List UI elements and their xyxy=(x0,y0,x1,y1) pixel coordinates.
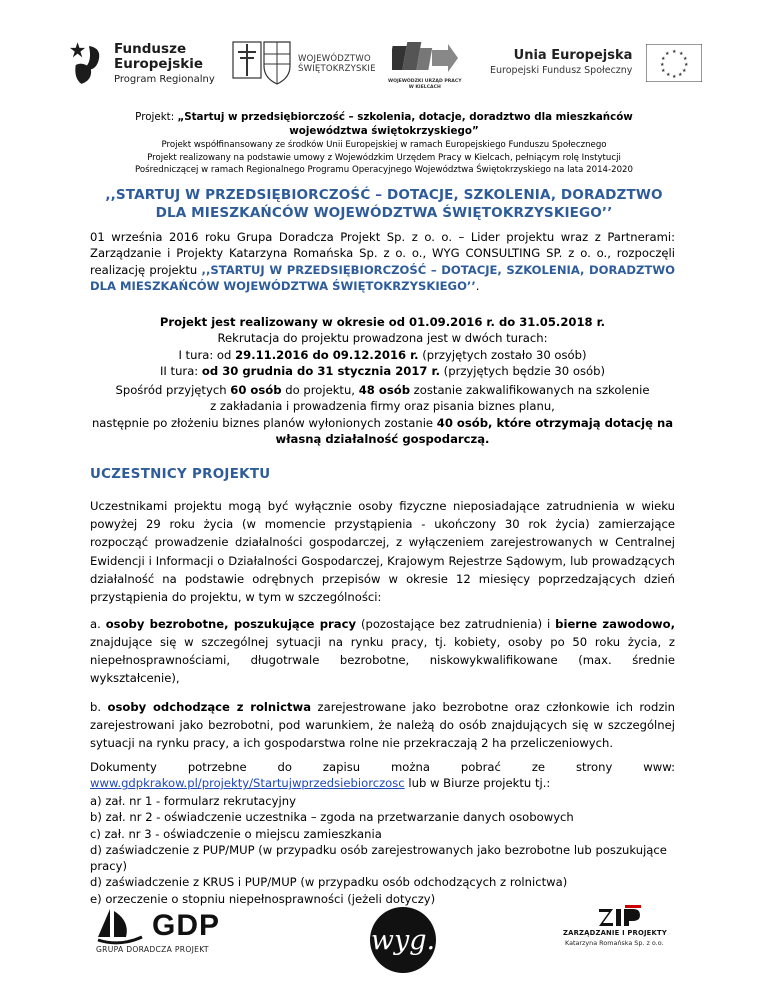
gdp-name: GDP xyxy=(152,909,221,942)
project-subtitle xyxy=(0,139,768,177)
wup-line2: W KIELCACH xyxy=(408,84,441,90)
wyg-logo: wyg. xyxy=(370,907,436,973)
tura1-note: (przyjętych zostało 30 osób) xyxy=(418,347,587,362)
sailboat-icon xyxy=(96,907,146,945)
ue-sub: Europejski Fundusz Społeczny xyxy=(490,65,633,76)
sw-line2: ŚWIĘTOKRZYSKIE xyxy=(298,64,376,74)
documents-intro-text: Dokumenty potrzebne do zapisu można pobrać ze strony www: xyxy=(90,760,675,774)
svg-text:★: ★ xyxy=(672,49,677,55)
zip-mark-icon xyxy=(599,905,641,927)
intro-end: . xyxy=(475,279,480,294)
project-title-line1: „Startuj w przedsiębiorczość – szkolenia, dotacje, doradztwo dla mieszkańców xyxy=(177,111,633,123)
document-item: c) zał. nr 3 - oświadczenie o miejscu zamieszkania xyxy=(90,826,382,841)
zip-line2: Katarzyna Romańska Sp. z o.o. xyxy=(565,939,664,947)
document-item: a) zał. nr 1 - formularz rekrutacyjny xyxy=(90,794,296,808)
intro-text: 01 września 2016 roku Grupa Doradcza Projekt Sp. z o. o. – Lider projektu wraz z Partnerami: Zarządzanie i Projekty Katarzyna Romańska Sp. z o. o., WYG CONSULTING SP. z o. o., rozpoczęli realizację projektu xyxy=(90,230,675,277)
documents-link[interactable]: www.gdpkrakow.pl/projekty/Startujwprzedsiebiorczosc xyxy=(90,776,405,791)
headline-line1: ,,STARTUJ W PRZEDSIĘBIORCZOŚĆ – DOTACJE, SZKOLENIA, DORADZTWO xyxy=(105,187,663,203)
participants-item-a xyxy=(90,615,675,687)
svg-text:★: ★ xyxy=(665,51,670,57)
tura2-dates: od 30 grudnia do 31 stycznia 2017 r. xyxy=(201,364,440,379)
wup-arrow-icon xyxy=(392,38,458,78)
document-item: d) zaświadczenie z PUP/MUP (w przypadku osób zarejestrowanych jako bezrobotne lub poszukujące pracy) xyxy=(90,842,667,874)
document-item: d) zaświadczenie z KRUS i PUP/MUP (w przypadku osób odchodzących z rolnictwa) xyxy=(90,875,568,890)
document-item: b) zał. nr 2 - oświadczenie uczestnika – zgoda na przetwarzanie danych osobowych xyxy=(90,810,574,825)
item-a-mid: (pozostające bez zatrudnienia) i xyxy=(356,617,556,631)
svg-text:★: ★ xyxy=(672,74,677,80)
fundusze-europejskie-logo xyxy=(70,40,215,88)
item-a-bold2: bierne zawodowo, xyxy=(555,617,675,631)
period-block xyxy=(90,314,675,380)
svg-text:★: ★ xyxy=(679,51,684,57)
svg-text:★: ★ xyxy=(666,72,671,78)
fe-line3: Program Regionalny xyxy=(114,73,215,85)
project-title xyxy=(0,110,768,138)
sel-b4: własną działalność gospodarczą. xyxy=(275,432,490,447)
documents-intro xyxy=(90,759,675,792)
item-a-prefix: a. xyxy=(90,617,106,631)
project-sub1: Projekt współfinansowany ze środków Unii Europejskiej w ramach Europejskiego Funduszu Społecznego xyxy=(161,140,607,150)
tura2-prefix: II tura: xyxy=(160,364,202,379)
sw-line1: WOJEWÓDZTWO xyxy=(298,54,371,64)
sel-b3: 40 osób, które otrzymają dotację na xyxy=(436,415,674,430)
sel-t5: następnie po złożeniu biznes planów wyłonionych zostanie xyxy=(91,415,437,430)
svg-text:★: ★ xyxy=(683,56,688,62)
main-headline xyxy=(60,186,708,222)
sel-t3: zostanie zakwalifikowanych na szkolenie xyxy=(410,383,650,397)
svg-text:★: ★ xyxy=(684,62,689,68)
item-b-bold: osoby odchodzące z rolnictwa xyxy=(107,700,312,714)
svg-text:★: ★ xyxy=(661,56,666,62)
svg-text:★: ★ xyxy=(682,68,687,74)
swietokrzyskie-logo xyxy=(232,40,376,88)
unia-europejska-logo xyxy=(490,44,702,82)
item-b-rest: zarejestrowane jako bezrobotne oraz członkowie ich rodzin zarejestrowani jako bezrobotni, pod warunkiem, że należą do osób znajdujących się w szczególnej sytuacji na rynku pracy, a ich gospodarstwa rolne nie przekraczają 2 ha przeliczeniowych. xyxy=(90,700,675,750)
item-a-rest: znajdujące się w szczególnej sytuacji na rynku pracy, tj. kobiety, osoby po 50 roku życia, z niepełnosprawnościami, długotrwale bezrobotne, niskowykwalifikowane (max. średnie wykształcenie), xyxy=(90,635,675,685)
item-b-prefix: b. xyxy=(90,700,108,714)
bottom-logo-bar xyxy=(0,905,768,985)
gdp-sub: GRUPA DORADCZA PROJEKT xyxy=(96,945,209,954)
participants-paragraph: Uczestnikami projektu mogą być wyłącznie osoby fizyczne nieposiadające zatrudnienia w wieku powyżej 29 roku życia (w momencie przystąpienia - ukończony 30 rok życia) zamierzające rozpocząć prowadzenie działalności gospodarczej, z wyłączeniem zarejestrowanych w Centralnej Ewidencji i Informacji o Działalności Gospodarczej, Krajowym Rejestrze Sądowym, lub prowadzących działalność na podstawie odrębnych przepisów w okresie 12 miesięcy poprzedzających dzień przystąpienia do projektu, w tym w szczególności: xyxy=(90,499,675,605)
svg-text:★: ★ xyxy=(660,62,665,68)
eu-flag-icon xyxy=(646,44,702,82)
sel-t2: do projektu, xyxy=(281,383,359,397)
tura1-dates: 29.11.2016 do 09.12.2016 r. xyxy=(235,347,419,362)
fe-line1: Fundusze xyxy=(114,40,187,57)
ue-title: Unia Europejska xyxy=(513,48,633,63)
wup-line1: WOJEWÓDZKI URZĄD PRACY xyxy=(388,79,462,84)
period-line2: Rekrutacja do projektu prowadzona jest w dwóch turach: xyxy=(217,331,548,346)
project-prefix: Projekt: xyxy=(135,111,178,123)
project-sub2: Projekt realizowany na podstawie umowy z Wojewódzkim Urzędem Pracy w Kielcach, pełniącym rolę Instytucji xyxy=(147,152,621,163)
zip-line1: ZARZĄDZANIE I PROJEKTY xyxy=(563,929,667,937)
svg-text:★: ★ xyxy=(661,68,666,74)
period-line1: Projekt jest realizowany w okresie od 01.09.2016 r. do 31.05.2018 r. xyxy=(159,315,606,329)
intro-paragraph xyxy=(90,229,675,295)
documents-list xyxy=(90,793,680,907)
top-logo-bar xyxy=(70,38,710,96)
wup-kielce-logo xyxy=(388,38,462,90)
participants-item-b xyxy=(90,698,675,752)
fe-star-icon xyxy=(70,40,106,88)
project-title-line2: województwa świętokrzyskiego” xyxy=(289,125,479,137)
project-sub3: Pośredniczącej w ramach Regionalnego Programu Operacyjnego Województwa Świętokrzyskiego na lata 2014-2020 xyxy=(135,165,633,175)
sel-t4: z zakładania i prowadzenia firmy oraz pisania biznes planu, xyxy=(210,399,555,414)
svg-text:★: ★ xyxy=(678,72,683,78)
selection-block xyxy=(90,382,675,448)
coat-of-arms-icon xyxy=(232,40,292,88)
intro-project-name: ,,STARTUJ W PRZEDSIĘBIORCZOŚĆ – DOTACJE, SZKOLENIA, DORADZTWO DLA MIESZKAŃCÓW WOJEWÓDZTWA ŚWIĘTOKRZYSKIEGO’’ xyxy=(90,262,675,294)
item-a-bold1: osoby bezrobotne, poszukujące pracy xyxy=(105,617,357,631)
tura1-prefix: I tura: od xyxy=(178,347,236,362)
gdp-logo xyxy=(96,907,221,954)
fe-line2: Europejskie xyxy=(114,55,204,72)
sel-t1: Spośród przyjętych xyxy=(115,383,231,397)
tura2-note: (przyjętych będzie 30 osób) xyxy=(440,364,605,379)
section-title-participants: UCZESTNICY PROJEKTU xyxy=(90,467,271,482)
headline-line2: DLA MIESZKAŃCÓW WOJEWÓDZTWA ŚWIĘTOKRZYSKIEGO’’ xyxy=(155,205,613,221)
documents-after-link: lub w Biurze projektu tj.: xyxy=(404,776,551,791)
sel-b2: 48 osób xyxy=(358,383,410,397)
document-item: e) orzeczenie o stopniu niepełnosprawności (jeżeli dotyczy) xyxy=(90,891,436,906)
sel-b1: 60 osób xyxy=(230,383,282,397)
